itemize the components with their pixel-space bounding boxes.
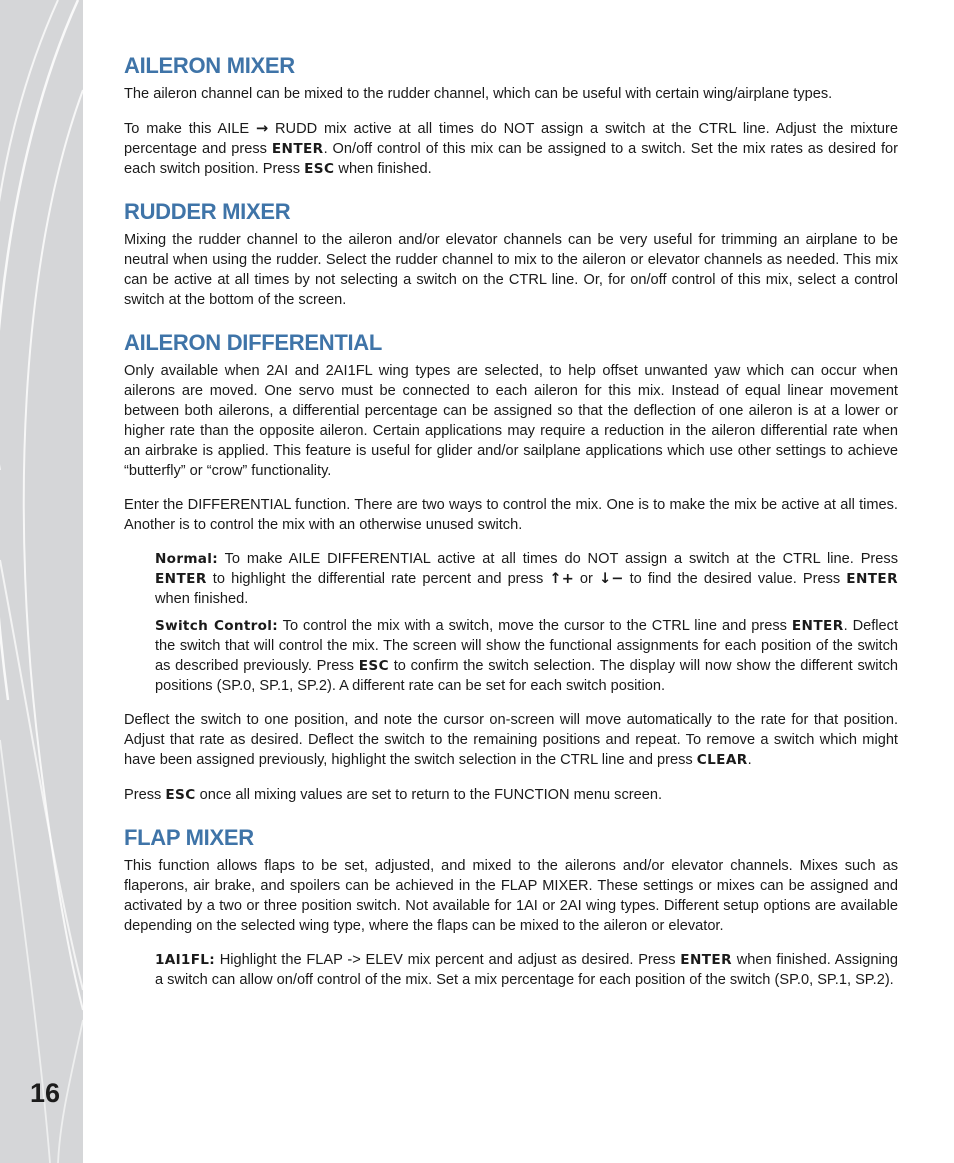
- rudder-mixer-text: Mixing the rudder channel to the aileron and/or elevator channels can be very useful for trimming an airplane to be neutral when using the rudder. Select the rudder channel to mix to the aileron or elevator channels as needed. This mix can be active at all times by not selecting a switch on the CTRL line. Or, for on/off control of this mix, select a control switch at the bottom of the screen.: [124, 232, 898, 308]
- decorative-arcs: [0, 0, 83, 1163]
- normal-mode-paragraph: Normal: To make AILE DIFFERENTIAL active at all times do NOT assign a switch at the CTRL line. Press ENTER to highlight the differential rate percent and press ↑+ or ↓− to find the desired value. Press ENTER when finished.: [155, 551, 898, 607]
- sidebar: [0, 0, 83, 1163]
- press-esc-paragraph: Press ESC once all mixing values are set to return to the FUNCTION menu screen.: [124, 787, 663, 803]
- enter-key-label: ENTER: [846, 571, 898, 587]
- up-plus-icon: ↑+: [549, 570, 574, 587]
- down-minus-icon: ↓−: [599, 570, 624, 587]
- aileron-mixer-heading: AILERON MIXER: [124, 53, 295, 78]
- aileron-mixer-instructions: To make this AILE → RUDD mix active at all times do NOT assign a switch at the CTRL line. Adjust the mixture percentage and press ENTER. On/off control of this mix can be assigned to a switch. Set the mix rates as desired for each switch position. Press ESC when finished.: [124, 120, 898, 177]
- normal-term: Normal:: [155, 551, 218, 567]
- right-arrow-icon: →: [255, 120, 269, 137]
- esc-key-label: ESC: [165, 787, 196, 803]
- switch-control-paragraph: Switch Control: To control the mix with a switch, move the cursor to the CTRL line and press ENTER. Deflect the switch that will control the mix. The screen will show the functional assignments for each position of the switch as described previously. Press ESC to confirm the switch selection. The display will now show the different switch positions (SP.0, SP.1, SP.2). A different rate can be set for each switch position.: [155, 618, 898, 694]
- enter-key-label: ENTER: [680, 952, 732, 968]
- flap-mixer-intro: This function allows flaps to be set, adjusted, and mixed to the ailerons and/or elevator channels. Mixes such as flaperons, air brake, and spoilers can be achieved in the FLAP MIXER. These settings or mixes can be assigned and activated by a two or three position switch. Not available for 1AI or 2AI wing types. Different setup options are available depending on the selected wing type, where the flaps can be mixed to the aileron or elevator.: [124, 858, 898, 934]
- enter-key-label: ENTER: [155, 571, 207, 587]
- clear-key-label: CLEAR: [696, 752, 748, 768]
- deflect-switch-paragraph: Deflect the switch to one position, and note the cursor on-screen will move automatically to the rate for that position. Adjust that rate as desired. Deflect the switch to the remaining positions and repeat. To remove a switch which might have been assigned previously, highlight the switch selection in the CTRL line and press CLEAR.: [124, 712, 898, 768]
- aileron-mixer-intro: The aileron channel can be mixed to the rudder channel, which can be useful with certain wing/airplane types.: [124, 86, 833, 102]
- 1ai1fl-paragraph: 1AI1FL: Highlight the FLAP -> ELEV mix percent and adjust as desired. Press ENTER when finished. Assigning a switch can allow on/off control of the mix. Set a mix percentage for each position of the switch (SP.0, SP.1, SP.2).: [155, 952, 898, 988]
- enter-key-label: ENTER: [271, 141, 324, 157]
- 1ai1fl-term: 1AI1FL:: [155, 952, 215, 968]
- aileron-differential-heading: AILERON DIFFERENTIAL: [124, 330, 382, 355]
- page-number: 16: [30, 1078, 61, 1108]
- aileron-differential-enter-function: Enter the DIFFERENTIAL function. There are two ways to control the mix. One is to make the mix be active at all times. Another is to control the mix with an otherwise unused switch.: [124, 497, 898, 533]
- enter-key-label: ENTER: [791, 618, 844, 634]
- page-content: [124, 52, 898, 990]
- flap-mixer-heading: FLAP MIXER: [124, 825, 254, 850]
- rudder-mixer-heading: RUDDER MIXER: [124, 199, 291, 224]
- aileron-differential-intro: Only available when 2AI and 2AI1FL wing types are selected, to help offset unwanted yaw which can occur when ailerons are moved. One servo must be connected to each aileron for this mix. Instead of equal linear movement between both ailerons, a differential percentage can be assigned so that the deflection of one aileron is at a lower or higher rate than the opposite aileron. Certain applications may require a reduction in the aileron differential rate when an airbrake is applied. This feature is useful for glider and/or sailplane applications which use other settings to achieve “butterfly” or “crow” functionality.: [124, 363, 898, 479]
- switch-control-term: Switch Control:: [155, 618, 278, 634]
- esc-key-label: ESC: [304, 161, 335, 177]
- esc-key-label: ESC: [358, 658, 389, 674]
